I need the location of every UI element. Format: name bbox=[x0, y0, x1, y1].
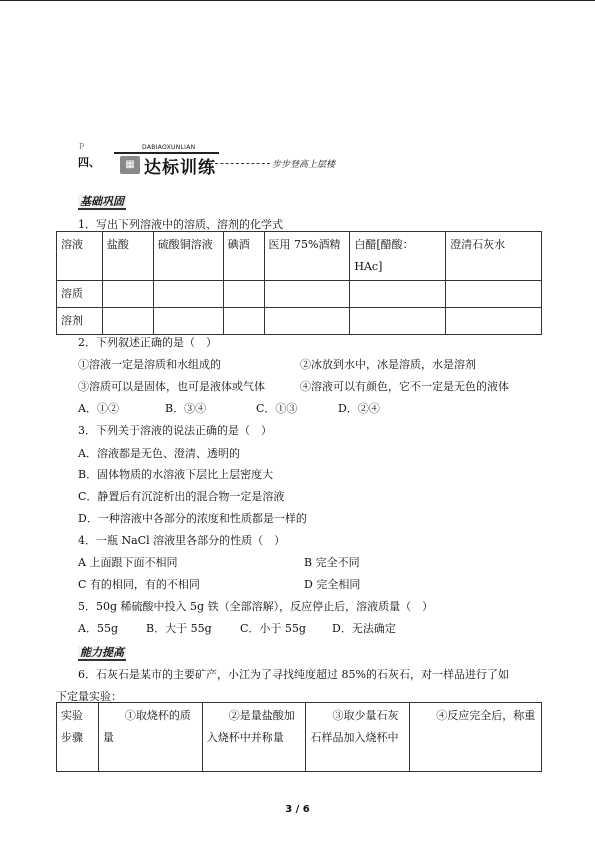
banner-title: 达标训练 bbox=[144, 158, 216, 178]
q3-option-c: C．静置后有沉淀析出的混合物一定是溶液 bbox=[78, 490, 285, 503]
q1-table bbox=[56, 231, 542, 335]
section-label: 四、 bbox=[78, 156, 100, 169]
table-cell: ③取少量石灰石样品加入烧杯中 bbox=[306, 703, 410, 772]
table-cell: 硫酸铜溶液 bbox=[153, 232, 223, 281]
table-cell bbox=[350, 308, 446, 335]
table-cell bbox=[446, 281, 542, 308]
q6-line-1: 6．石灰石是某市的主要矿产，小江为了寻找纯度超过 85%的石灰石，对一样品进行了如 bbox=[78, 668, 509, 681]
book-icon: ▦ bbox=[120, 156, 140, 174]
q4-option-b: B 完全不同 bbox=[304, 556, 360, 569]
q4-option-d: D 完全相同 bbox=[304, 578, 361, 591]
q4-option-c: C 有的相同，有的不相同 bbox=[78, 578, 200, 591]
q5-option-b: B．大于 55g bbox=[146, 622, 212, 635]
table-cell bbox=[153, 281, 223, 308]
q2-option-a: A．①② bbox=[78, 402, 119, 415]
q2-option-b: B．③④ bbox=[165, 402, 207, 415]
table-cell: 澄清石灰水 bbox=[446, 232, 542, 281]
table-cell: 医用 75%酒精 bbox=[264, 232, 350, 281]
table-row bbox=[57, 281, 542, 308]
table-cell bbox=[153, 308, 223, 335]
table-cell bbox=[102, 308, 153, 335]
top-border-line bbox=[0, 0, 595, 1]
q5-option-d: D．无法确定 bbox=[332, 622, 396, 635]
table-cell: ④反应完全后，称重 bbox=[410, 703, 542, 772]
table-cell: 碘酒 bbox=[223, 232, 264, 281]
q3-option-b: B．固体物质的水溶液下层比上层密度大 bbox=[78, 468, 274, 481]
table-cell: 白醋[醋酸：HAc] bbox=[350, 232, 446, 281]
q2-stem: 2．下列叙述正确的是（ ） bbox=[78, 336, 217, 349]
section-mark: ｐ bbox=[78, 141, 85, 149]
advance-heading bbox=[78, 641, 126, 660]
q2-option-d: D．②④ bbox=[338, 402, 380, 415]
q2-statement-2: ②冰放到水中，冰是溶质，水是溶剂 bbox=[300, 358, 476, 371]
table-cell bbox=[102, 281, 153, 308]
q5-option-a: A．55g bbox=[78, 622, 118, 635]
table-cell bbox=[223, 308, 264, 335]
table-cell: 溶剂 bbox=[57, 308, 103, 335]
q3-stem: 3．下列关于溶液的说法正确的是（ ） bbox=[78, 424, 272, 437]
banner-divider bbox=[210, 163, 270, 164]
q2-statement-1: ①溶液一定是溶质和水组成的 bbox=[78, 358, 221, 371]
q4-option-a: A 上面跟下面不相同 bbox=[78, 556, 178, 569]
banner-pinyin: DABIAOXUNLIAN bbox=[142, 144, 196, 151]
table-header-row bbox=[57, 232, 542, 281]
q6-table bbox=[56, 702, 542, 772]
q6-line-2: 下定量实验： bbox=[56, 690, 122, 703]
table-cell bbox=[264, 281, 350, 308]
q1-stem: 1．写出下列溶液中的溶质、溶剂的化学式 bbox=[78, 218, 283, 231]
advance-tag: 能力提高 bbox=[80, 646, 124, 659]
table-cell: ①取烧杯的质量 bbox=[98, 703, 202, 772]
banner-slogan: 步步登高上层楼 bbox=[272, 160, 336, 170]
table-cell bbox=[264, 308, 350, 335]
basics-tag: 基础巩固 bbox=[80, 195, 124, 208]
table-cell: 盐酸 bbox=[102, 232, 153, 281]
q3-option-a: A．溶液都是无色、澄清、透明的 bbox=[78, 447, 240, 460]
table-cell: 实验步骤 bbox=[57, 703, 99, 772]
table-cell: 溶质 bbox=[57, 281, 103, 308]
table-row bbox=[57, 703, 542, 772]
q5-option-c: C．小于 55g bbox=[240, 622, 306, 635]
q2-statement-4: ④溶液可以有颜色，它不一定是无色的液体 bbox=[300, 380, 509, 393]
table-cell bbox=[223, 281, 264, 308]
q5-stem: 5．50g 稀硫酸中投入 5g 铁（全部溶解），反应停止后，溶液质量（ ） bbox=[78, 600, 434, 613]
table-cell: ②是量盐酸加入烧杯中并称量 bbox=[202, 703, 306, 772]
q2-statement-3: ③溶质可以是固体，也可是液体或气体 bbox=[78, 380, 265, 393]
table-row bbox=[57, 308, 542, 335]
basics-heading bbox=[78, 190, 126, 209]
table-cell: 溶液 bbox=[57, 232, 103, 281]
table-cell bbox=[446, 308, 542, 335]
page-number: 3 / 6 bbox=[285, 804, 310, 815]
table-cell bbox=[350, 281, 446, 308]
q3-option-d: D．一种溶液中各部分的浓度和性质都是一样的 bbox=[78, 512, 307, 525]
q4-stem: 4．一瓶 NaCl 溶液里各部分的性质（ ） bbox=[78, 534, 286, 547]
section-banner bbox=[112, 144, 342, 178]
q2-option-c: C．①③ bbox=[256, 402, 298, 415]
